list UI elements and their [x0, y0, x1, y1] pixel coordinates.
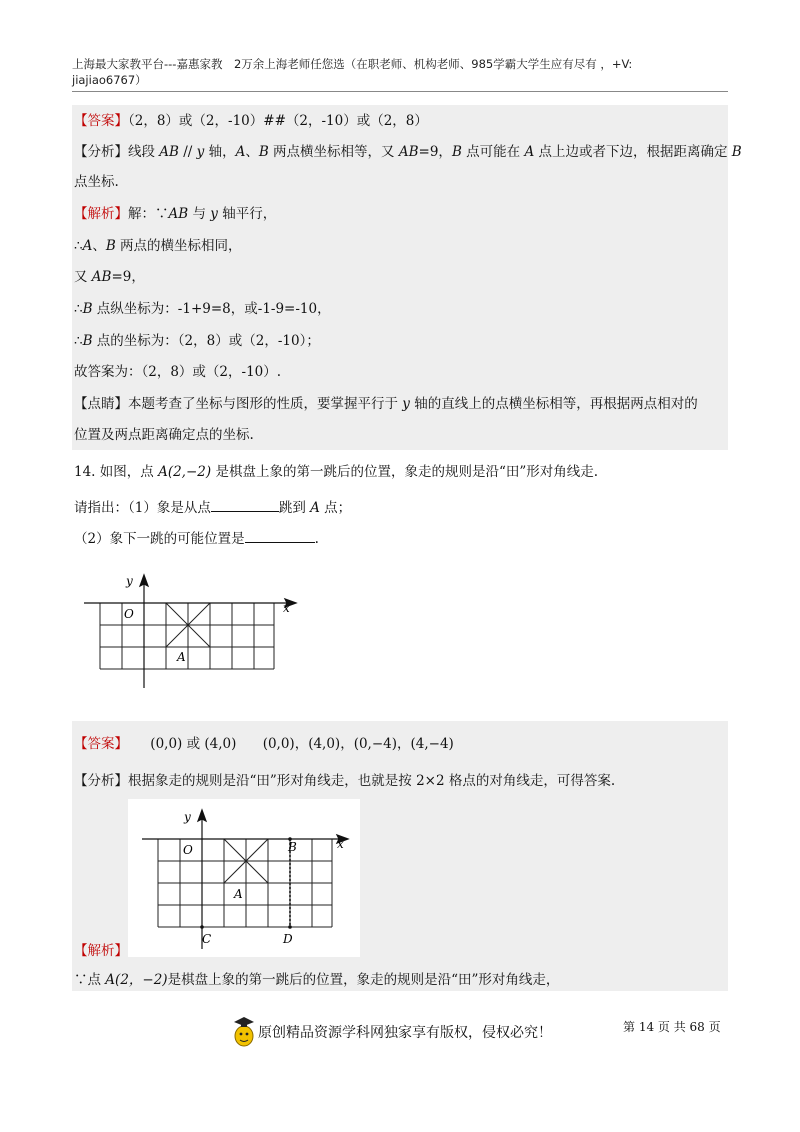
x-axis-label: x	[337, 837, 344, 851]
q14-answer-line	[74, 735, 454, 753]
q13-comment-line-1: 【点睛】本题考查了坐标与图形的性质，要掌握平行于 y 轴的直线上的点横坐标相等，再根据两点相对的	[74, 396, 698, 412]
analysis-tag: 【分析】	[74, 773, 128, 789]
x-axis-label: x	[283, 601, 290, 615]
q14-stem: 14. 如图，点 A(2,−2) 是棋盘上象的第一跳后的位置，象走的规则是沿“田”形对角线走.	[74, 464, 599, 480]
q14-analysis-line: 【分析】根据象走的规则是沿“田”形对角线走，也就是按 2×2 格点的对角线走，可得答案.	[74, 773, 616, 789]
y-axis-arrow-icon	[140, 575, 148, 586]
analysis-tag: 【分析】	[74, 144, 128, 160]
q13-solution-line-2: ∴A、B 两点的横坐标相同，	[74, 238, 242, 254]
point-a-label: A	[234, 887, 243, 901]
origin-label: O	[183, 843, 193, 857]
q14-sub-question-1: 请指出：（1）象是从点 跳到 A 点；	[74, 500, 352, 516]
q13-analysis-line-2: 点坐标.	[74, 174, 119, 190]
answer-blank-1	[211, 499, 279, 512]
answer-part-1: (0,0) 或 (4,0)	[150, 736, 237, 752]
page-header	[72, 56, 728, 88]
q13-solution-line-5: ∴B 点的坐标为：（2，8）或（2，-10）；	[74, 333, 320, 349]
axes	[142, 810, 348, 949]
point-d	[288, 925, 292, 929]
comment-tag: 【点睛】	[74, 396, 128, 412]
answer-part-2: (0,0)，(4,0)，(0,−4)，(4,−4)	[262, 736, 454, 752]
chessboard-figure-2	[128, 799, 360, 957]
q13-solution-line-6: 故答案为：（2，8）或（2，-10）.	[74, 364, 282, 380]
answer-tag: 【答案】	[74, 736, 128, 752]
solution-tag: 【解析】	[74, 206, 128, 222]
y-axis-arrow-icon	[198, 810, 206, 821]
origin-label: O	[124, 607, 134, 621]
q14-solution-line: ∵点 A(2，−2)是棋盘上象的第一跳后的位置，象走的规则是沿“田”形对角线走，	[74, 972, 560, 988]
q14-solution-tag-line	[74, 942, 128, 960]
point-a-label: A	[177, 650, 186, 664]
answer-blank-2	[245, 530, 315, 543]
header-line-1: 上海最大家教平台---嘉惠家教 2万余上海老师任您选（在职老师、机构老师、985学霸大学生应有尽有 ，+V:	[72, 57, 633, 71]
page-number: 第 14 页 共 68 页	[623, 1020, 721, 1034]
header-line-2: jiajiao6767）	[72, 73, 147, 87]
point-b-label: B	[288, 840, 297, 854]
mascot-logo-icon	[232, 1014, 256, 1048]
y-axis-label: y	[126, 574, 133, 588]
q13-comment-line-2: 位置及两点距离确定点的坐标.	[74, 427, 254, 443]
copyright-notice: 原创精品资源学科网独家享有版权，侵权必究！	[258, 1025, 552, 1041]
answer-text: （2，8）或（2，-10）##（2，-10）或（2，8）	[128, 113, 428, 129]
question-number: 14.	[74, 464, 96, 480]
point-c-label: C	[202, 932, 212, 946]
q14-sub-question-2: （2）象下一跳的可能位置是 .	[74, 531, 319, 547]
q13-answer-line	[74, 112, 428, 130]
solution-tag: 【解析】	[74, 943, 128, 959]
y-axis-label: y	[184, 810, 191, 824]
chessboard-figure-1	[84, 570, 304, 690]
answer-tag: 【答案】	[74, 113, 128, 129]
point-d-label: D	[283, 932, 293, 946]
axes	[84, 575, 296, 688]
q13-solution-line-4: ∴B 点纵坐标为：-1+9=8，或-1-9=-10，	[74, 301, 331, 317]
q13-analysis-line-1: 【分析】线段 AB // y 轴，A、B 两点横坐标相等，又 AB=9，B 点可能在 A 点上边或者下边，根据距离确定 B	[74, 144, 742, 160]
point-c	[200, 925, 204, 929]
header-divider	[72, 91, 728, 92]
q13-solution-line-1: 【解析】解：∵AB 与 y 轴平行，	[74, 206, 277, 222]
q13-solution-line-3: 又 AB=9，	[74, 269, 145, 285]
